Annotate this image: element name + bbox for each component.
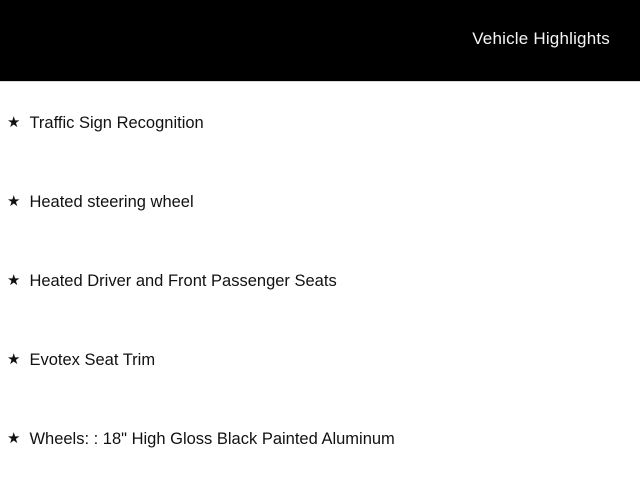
- star-icon: ★: [7, 351, 21, 368]
- star-icon: ★: [7, 193, 21, 210]
- page-title: Vehicle Highlights: [472, 29, 610, 48]
- item-label: Traffic Sign Recognition: [29, 114, 204, 132]
- star-icon: ★: [7, 272, 21, 289]
- list-item: [0, 84, 640, 163]
- star-icon: ★: [7, 430, 21, 447]
- highlights-list: [0, 83, 640, 479]
- item-label: Heated steering wheel: [29, 193, 194, 211]
- list-item: [0, 321, 640, 400]
- list-item: [0, 163, 640, 242]
- header-bar: [0, 0, 640, 82]
- star-icon: ★: [7, 114, 21, 131]
- list-item: [0, 400, 640, 479]
- item-label: Heated Driver and Front Passenger Seats: [29, 272, 337, 290]
- item-label: Evotex Seat Trim: [29, 351, 156, 369]
- item-label: Wheels: : 18" High Gloss Black Painted Aluminum: [29, 430, 395, 448]
- list-item: [0, 242, 640, 321]
